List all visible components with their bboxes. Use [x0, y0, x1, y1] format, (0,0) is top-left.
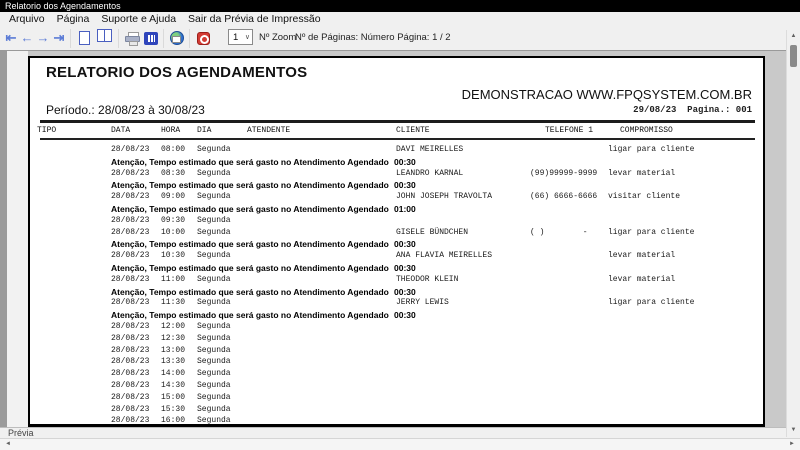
single-page-view-button[interactable]	[76, 29, 92, 47]
two-page-view-button[interactable]	[94, 29, 114, 47]
table-row	[30, 274, 763, 286]
report-title: RELATORIO DOS AGENDAMENTOS	[46, 64, 308, 81]
table-row	[30, 168, 763, 180]
cell-cliente: GISELE BÜNDCHEN	[396, 227, 469, 237]
zoom-label: Nº Zoom	[259, 32, 297, 43]
cell-compromisso: ligar para cliente	[608, 227, 695, 237]
cell-compromisso: levar material	[608, 274, 676, 284]
prev-page-button[interactable]	[20, 29, 34, 47]
column-header-hora: HORA	[161, 126, 181, 135]
table-row	[30, 356, 763, 368]
column-header-compromisso: COMPROMISSO	[620, 126, 673, 135]
cell-hora: 14:00	[161, 369, 186, 379]
cell-data: 28/08/23	[111, 321, 150, 331]
attention-line	[30, 286, 763, 298]
first-page-icon: ⇤	[5, 30, 17, 45]
attention-text: Atenção, Tempo estimado que será gasto no Atendimento Agendado	[111, 180, 389, 191]
cell-data: 28/08/23	[111, 168, 150, 178]
horizontal-scrollbar[interactable]	[0, 438, 800, 450]
table-row	[30, 297, 763, 309]
table-row	[30, 404, 763, 416]
cell-cliente: THEODOR KLEIN	[396, 274, 459, 284]
attention-line	[30, 156, 763, 168]
cell-compromisso: levar material	[608, 168, 676, 178]
attention-line	[30, 203, 763, 215]
cell-dia: Segunda	[197, 298, 231, 308]
table-row	[30, 144, 763, 156]
cell-cliente: ANA FLAVIA MEIRELLES	[396, 251, 493, 261]
table-row	[30, 345, 763, 357]
scroll-down-icon[interactable]: ▼	[790, 427, 797, 433]
cell-dia: Segunda	[197, 333, 231, 343]
close-preview-button[interactable]	[194, 29, 212, 47]
cell-cliente: DAVI MEIRELLES	[396, 145, 464, 154]
chevron-down-icon: ∨	[244, 34, 250, 41]
cell-hora: 11:00	[161, 274, 186, 284]
toolbar-separator	[189, 29, 190, 48]
attention-text: Atenção, Tempo estimado que será gasto no Atendimento Agendado	[111, 203, 389, 214]
cell-hora: 09:30	[161, 215, 186, 225]
scroll-up-icon[interactable]: ▲	[790, 33, 797, 39]
cell-dia: Segunda	[197, 274, 231, 284]
cell-data: 28/08/23	[111, 192, 150, 202]
preview-left-margin	[7, 51, 28, 427]
attention-duration: 00:30	[394, 286, 416, 297]
demo-watermark: DEMONSTRACAO WWW.FPQSYSTEM.COM.BR	[461, 87, 752, 102]
prev-page-icon: ←	[20, 30, 34, 45]
cell-hora: 15:00	[161, 392, 186, 402]
status-bar	[0, 427, 786, 438]
zoom-value: 1	[233, 32, 239, 43]
table-header-row	[30, 126, 763, 137]
cell-compromisso: visitar cliente	[608, 192, 681, 202]
cell-dia: Segunda	[197, 345, 231, 355]
cell-hora: 16:00	[161, 416, 186, 426]
cell-data: 28/08/23	[111, 215, 150, 225]
attention-text: Atenção, Tempo estimado que será gasto no Atendimento Agendado	[111, 239, 389, 250]
attention-text: Atenção, Tempo estimado que será gasto no Atendimento Agendado	[111, 262, 389, 273]
cell-dia: Segunda	[197, 369, 231, 379]
column-header-atendente: ATENDENTE	[247, 126, 291, 135]
table-row	[30, 380, 763, 392]
cell-compromisso: ligar para cliente	[608, 298, 695, 308]
table-row	[30, 333, 763, 345]
column-header-dia: DIA	[197, 126, 212, 135]
cell-dia: Segunda	[197, 168, 231, 178]
cell-dia: Segunda	[197, 192, 231, 202]
cell-data: 28/08/23	[111, 251, 150, 261]
toolbar-separator	[70, 29, 71, 48]
last-page-button[interactable]	[52, 29, 66, 47]
vertical-scrollbar[interactable]	[786, 30, 800, 437]
attention-text: Atenção, Tempo estimado que será gasto no Atendimento Agendado	[111, 310, 389, 321]
export-email-icon	[170, 31, 184, 45]
menu-arquivo[interactable]: Arquivo	[9, 13, 45, 25]
next-page-icon: →	[36, 30, 50, 45]
cell-data: 28/08/23	[111, 274, 150, 284]
attention-duration: 00:30	[394, 262, 416, 273]
menu-bar	[0, 12, 800, 27]
print-button[interactable]	[123, 29, 141, 47]
menu-suporte-ajuda[interactable]: Suporte e Ajuda	[101, 13, 177, 25]
attention-duration: 00:30	[394, 156, 416, 167]
cell-hora: 08:00	[161, 145, 186, 154]
cell-cliente: LEANDRO KARNAL	[396, 168, 464, 178]
last-page-icon: ⇥	[53, 30, 65, 45]
next-page-button[interactable]	[36, 29, 50, 47]
cell-data: 28/08/23	[111, 369, 150, 379]
table-row	[30, 227, 763, 239]
cell-data: 28/08/23	[111, 357, 150, 367]
scroll-right-icon[interactable]: ►	[789, 441, 795, 447]
attention-line	[30, 238, 763, 250]
column-header-cliente: CLIENTE	[396, 126, 430, 135]
page-setup-icon	[144, 32, 158, 45]
cell-hora: 11:30	[161, 298, 186, 308]
report-page	[28, 56, 765, 428]
toolbar-separator	[118, 29, 119, 48]
attention-duration: 00:30	[394, 180, 416, 191]
cell-hora: 13:30	[161, 357, 186, 367]
cell-cliente: JERRY LEWIS	[396, 298, 449, 308]
header-underline	[40, 138, 755, 140]
cell-hora: 09:00	[161, 192, 186, 202]
header-rule	[40, 120, 755, 123]
cell-dia: Segunda	[197, 215, 231, 225]
cell-hora: 12:30	[161, 333, 186, 343]
toolbar-separator	[163, 29, 164, 48]
cell-telefone: (66) 6666-6666	[530, 192, 598, 202]
pages-label: Nº de Páginas: Número Página: 1 / 2	[295, 32, 451, 43]
table-row	[30, 215, 763, 227]
two-page-view-icon	[97, 29, 112, 47]
cell-dia: Segunda	[197, 357, 231, 367]
cell-data: 28/08/23	[111, 298, 150, 308]
table-row	[30, 415, 763, 427]
status-label: Prévia	[8, 428, 34, 438]
cell-dia: Segunda	[197, 321, 231, 331]
column-header-telefone: TELEFONE 1	[545, 126, 594, 135]
close-preview-icon	[197, 32, 210, 45]
menu-sair-previa[interactable]: Sair da Prévia de Impressão	[188, 13, 321, 25]
attention-duration: 00:30	[394, 239, 416, 250]
cell-dia: Segunda	[197, 416, 231, 426]
cell-dia: Segunda	[197, 392, 231, 402]
preview-area[interactable]	[0, 50, 800, 427]
table-row	[30, 191, 763, 203]
preview-left-edge	[0, 51, 7, 427]
attention-line	[30, 262, 763, 274]
cell-cliente: JOHN JOSEPH TRAVOLTA	[396, 192, 493, 202]
vertical-scrollbar-thumb[interactable]	[790, 45, 797, 67]
column-header-data: DATA	[111, 126, 131, 135]
cell-hora: 10:30	[161, 251, 186, 261]
cell-data: 28/08/23	[111, 333, 150, 343]
zoom-select[interactable]	[228, 29, 253, 45]
cell-hora: 12:00	[161, 321, 186, 331]
table-row	[30, 368, 763, 380]
toolbar	[0, 27, 800, 50]
table-row	[30, 321, 763, 333]
single-page-view-icon	[79, 31, 90, 45]
cell-data: 28/08/23	[111, 345, 150, 355]
report-date-page: 29/08/23 Pagina.: 001	[633, 105, 752, 115]
cell-dia: Segunda	[197, 145, 231, 154]
scroll-left-icon[interactable]: ◄	[5, 441, 11, 447]
window-title: Relatorio dos Agendamentos	[0, 0, 800, 12]
report-period: Período.: 28/08/23 à 30/08/23	[46, 103, 205, 117]
cell-hora: 10:00	[161, 227, 186, 237]
cell-hora: 08:30	[161, 168, 186, 178]
attention-text: Atenção, Tempo estimado que será gasto no Atendimento Agendado	[111, 156, 389, 167]
cell-data: 28/08/23	[111, 380, 150, 390]
cell-hora: 13:00	[161, 345, 186, 355]
cell-data: 28/08/23	[111, 392, 150, 402]
attention-duration: 01:00	[394, 203, 416, 214]
cell-telefone: (99)99999-9999	[530, 168, 598, 178]
cell-compromisso: ligar para cliente	[608, 145, 695, 154]
cell-data: 28/08/23	[111, 416, 150, 426]
print-icon	[125, 32, 140, 44]
cell-telefone: ( ) -	[530, 227, 588, 237]
attention-text: Atenção, Tempo estimado que será gasto no Atendimento Agendado	[111, 286, 389, 297]
page-setup-button[interactable]	[142, 29, 160, 47]
cell-compromisso: levar material	[608, 251, 676, 261]
cell-dia: Segunda	[197, 404, 231, 414]
cell-data: 28/08/23	[111, 145, 150, 154]
table-row	[30, 250, 763, 262]
attention-duration: 00:30	[394, 310, 416, 321]
export-email-button[interactable]	[168, 29, 186, 47]
first-page-button[interactable]	[4, 29, 18, 47]
menu-pagina[interactable]: Página	[56, 13, 90, 25]
cell-dia: Segunda	[197, 227, 231, 237]
cell-hora: 14:30	[161, 380, 186, 390]
cell-data: 28/08/23	[111, 227, 150, 237]
attention-line	[30, 179, 763, 191]
table-row	[30, 392, 763, 404]
cell-data: 28/08/23	[111, 404, 150, 414]
attention-line	[30, 309, 763, 321]
cell-hora: 15:30	[161, 404, 186, 414]
cell-dia: Segunda	[197, 380, 231, 390]
cell-dia: Segunda	[197, 251, 231, 261]
column-header-tipo: TIPO	[37, 126, 57, 135]
table-body	[30, 144, 763, 428]
